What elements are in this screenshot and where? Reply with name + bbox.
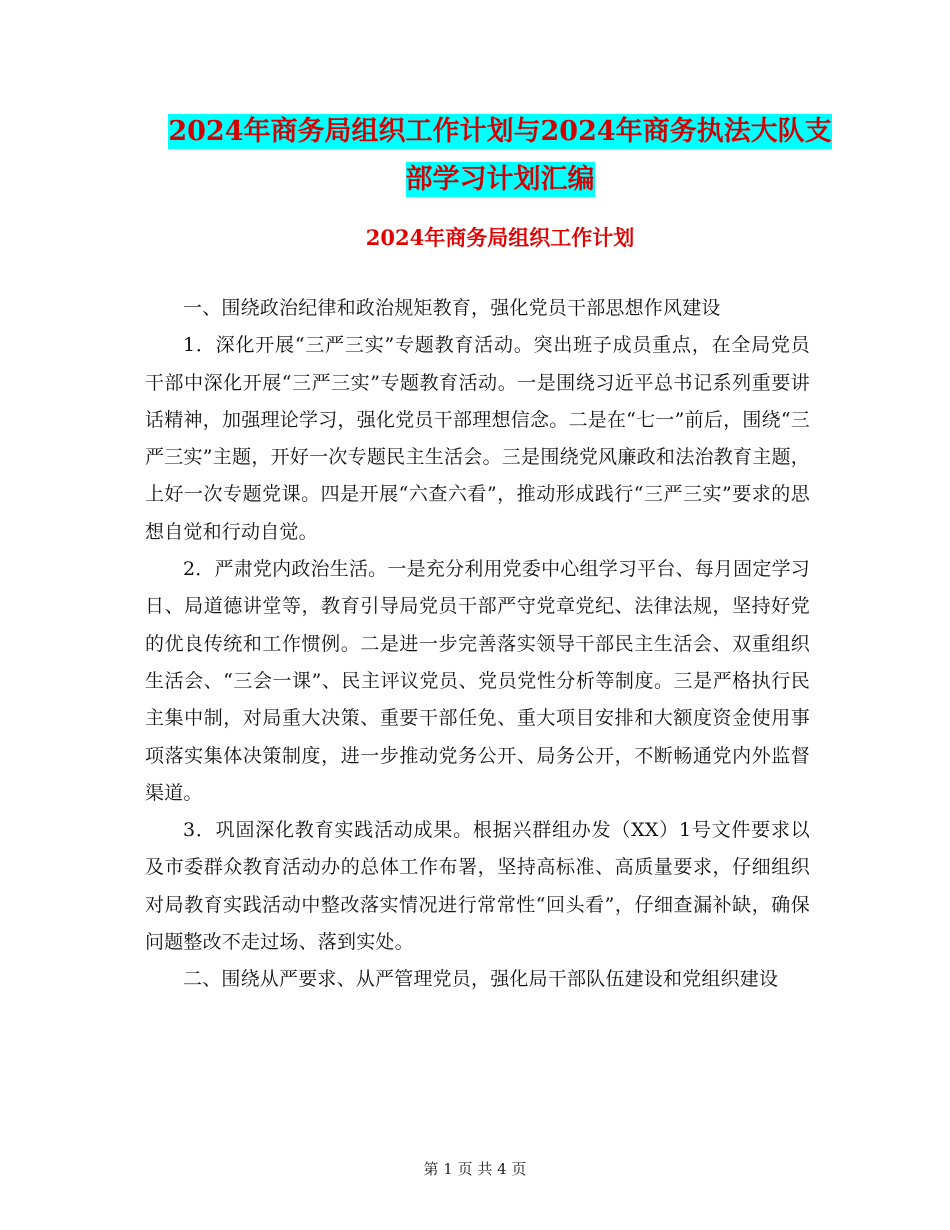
document-body — [145, 290, 810, 999]
section-title: 2024年商务局组织工作计划 — [365, 225, 635, 250]
document-title-line-1: 2024年商务局组织工作计划与2024年商务执法大队支 — [168, 116, 832, 147]
page-number-label: 第 1 页 共 4 页 — [423, 1160, 527, 1178]
paragraph-heading-2: 二、围绕从严要求、从严管理党员，强化局干部队伍建设和党组织建设 — [183, 968, 779, 991]
document-title — [140, 108, 860, 204]
page-footer — [0, 1158, 950, 1179]
document-title-line-2: 部学习计划汇编 — [405, 164, 595, 195]
paragraph-heading-1: 一、围绕政治纪律和政治规矩教育，强化党员干部思想作风建设 — [183, 297, 721, 319]
paragraph-item-3: 3．巩固深化教育实践活动成果。根据兴群组办发（XX）1号文件要求以及市委群众教育活动办的总体工作布署，坚持高标准、高质量要求，仔细组织对局教育实践活动中整改落实情况进行常常性“回头看”，仔细查漏补缺，确保问题整改不走过场、落到实处。 — [145, 819, 810, 954]
paragraph-item-1: 1．深化开展“三严三实”专题教育活动。突出班子成员重点，在全局党员干部中深化开展“三严三实”专题教育活动。一是围绕习近平总书记系列重要讲话精神，加强理论学习，强化党员干部理想信念。二是在“七一”前后，围绕“三严三实”主题，开好一次专题民主生活会。三是围绕党风廉政和法治教育主题，上好一次专题党课。四是开展“六查六看”，推动形成践行“三严三实”要求的思想自觉和行动自觉。 — [145, 334, 810, 543]
paragraph-item-2: 2．严肃党内政治生活。一是充分利用党委中心组学习平台、每月固定学习日、局道德讲堂等，教育引导局党员干部严守党章党纪、法律法规，坚持好党的优良传统和工作惯例。二是进一步完善落实领导干部民主生活会、双重组织生活会、“三会一课”、民主评议党员、党员党性分析等制度。三是严格执行民主集中制，对局重大决策、重要干部任免、重大项目安排和大额度资金使用事项落实集体决策制度，进一步推动党务公开、局务公开，不断畅通党内外监督渠道。 — [145, 558, 810, 804]
